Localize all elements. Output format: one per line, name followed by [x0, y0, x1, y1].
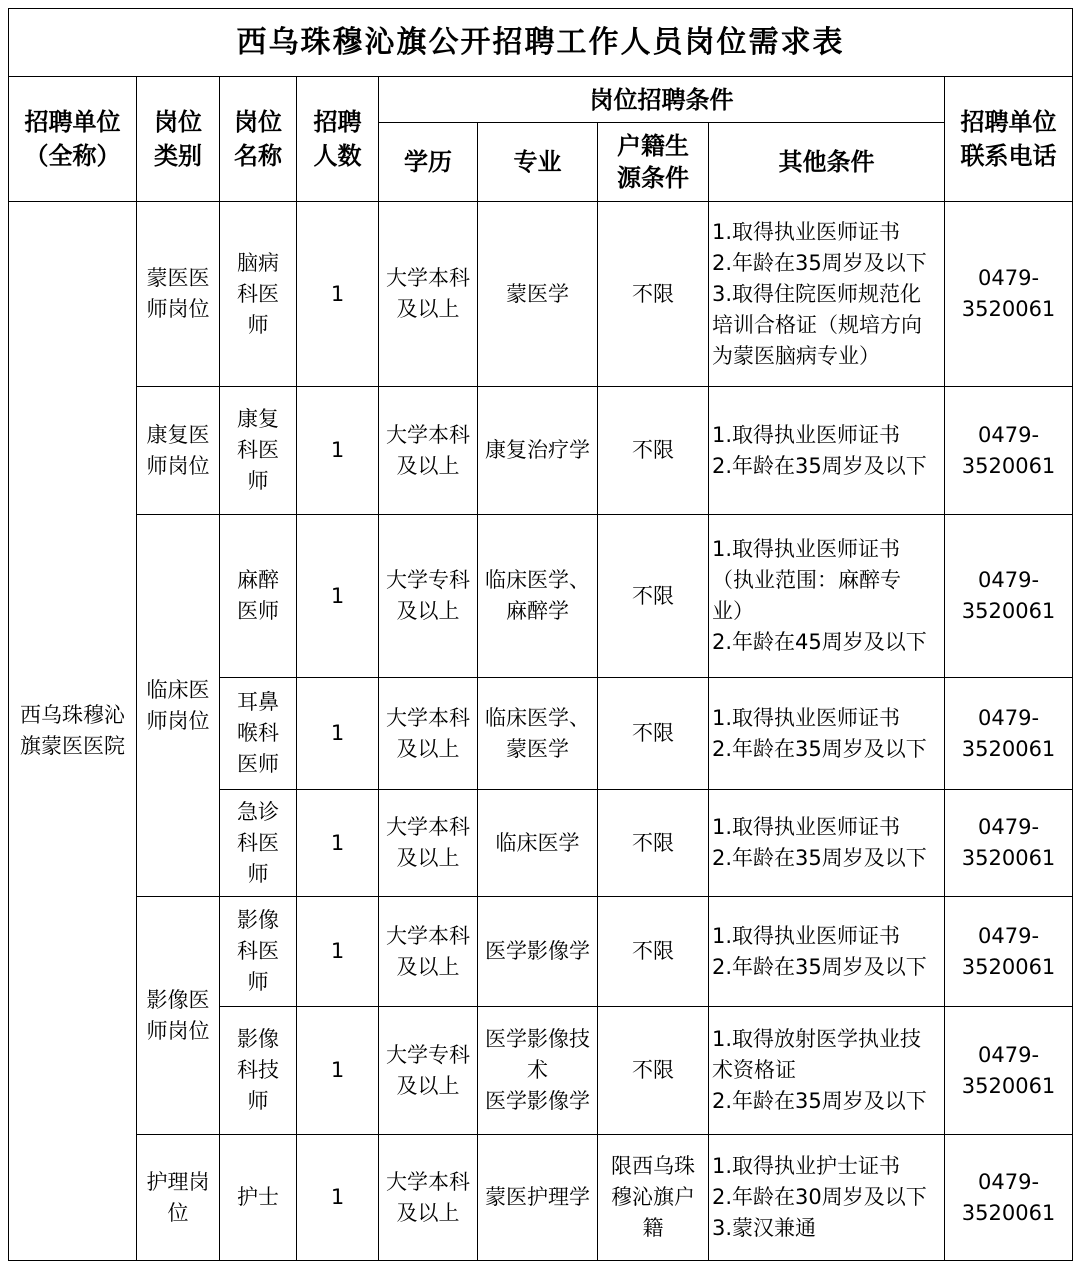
hukou-cell: 不限 [598, 790, 709, 897]
position-cell: 影像 科医 师 [220, 897, 297, 1007]
education-cell: 大学本科 及以上 [379, 897, 478, 1007]
category-cell: 蒙医医 师岗位 [137, 202, 220, 387]
other-conditions-cell: 1.取得执业医师证书 2.年龄在35周岁及以下 [709, 678, 945, 790]
other-conditions-cell: 1.取得执业护士证书 2.年龄在30周岁及以下 3.蒙汉兼通 [709, 1135, 945, 1261]
phone-cell: 0479- 3520061 [945, 202, 1073, 387]
count-cell: 1 [297, 515, 379, 678]
header-position: 岗位 名称 [220, 77, 297, 202]
education-cell: 大学本科 及以上 [379, 202, 478, 387]
header-category: 岗位 类别 [137, 77, 220, 202]
category-cell: 临床医 师岗位 [137, 515, 220, 897]
table-title: 西乌珠穆沁旗公开招聘工作人员岗位需求表 [9, 9, 1073, 77]
phone-cell: 0479- 3520061 [945, 678, 1073, 790]
other-conditions-cell: 1.取得执业医师证书 2.年龄在35周岁及以下 [709, 387, 945, 515]
education-cell: 大学专科 及以上 [379, 1007, 478, 1135]
count-cell: 1 [297, 790, 379, 897]
education-cell: 大学专科 及以上 [379, 515, 478, 678]
education-cell: 大学本科 及以上 [379, 678, 478, 790]
major-cell: 临床医学、 麻醉学 [478, 515, 598, 678]
category-cell: 护理岗 位 [137, 1135, 220, 1261]
position-cell: 急诊 科医 师 [220, 790, 297, 897]
education-cell: 大学本科 及以上 [379, 387, 478, 515]
count-cell: 1 [297, 1007, 379, 1135]
hukou-cell: 不限 [598, 1007, 709, 1135]
other-conditions-cell: 1.取得执业医师证书 2.年龄在35周岁及以下 [709, 897, 945, 1007]
position-cell: 护士 [220, 1135, 297, 1261]
hukou-cell: 不限 [598, 515, 709, 678]
position-cell: 麻醉 医师 [220, 515, 297, 678]
hukou-cell: 限西乌珠 穆沁旗户 籍 [598, 1135, 709, 1261]
phone-cell: 0479- 3520061 [945, 897, 1073, 1007]
header-unit: 招聘单位 （全称） [9, 77, 137, 202]
position-cell: 脑病 科医 师 [220, 202, 297, 387]
recruitment-table [8, 8, 1073, 1261]
hukou-cell: 不限 [598, 202, 709, 387]
header-count: 招聘 人数 [297, 77, 379, 202]
hukou-cell: 不限 [598, 897, 709, 1007]
other-conditions-cell: 1.取得执业医师证书 2.年龄在35周岁及以下 [709, 790, 945, 897]
phone-cell: 0479- 3520061 [945, 515, 1073, 678]
header-phone: 招聘单位 联系电话 [945, 77, 1073, 202]
major-cell: 医学影像技 术 医学影像学 [478, 1007, 598, 1135]
header-other: 其他条件 [709, 123, 945, 202]
phone-cell: 0479- 3520061 [945, 387, 1073, 515]
count-cell: 1 [297, 387, 379, 515]
major-cell: 康复治疗学 [478, 387, 598, 515]
count-cell: 1 [297, 1135, 379, 1261]
major-cell: 临床医学 [478, 790, 598, 897]
phone-cell: 0479- 3520061 [945, 1135, 1073, 1261]
major-cell: 蒙医学 [478, 202, 598, 387]
position-cell: 康复 科医 师 [220, 387, 297, 515]
education-cell: 大学本科 及以上 [379, 1135, 478, 1261]
category-cell: 影像医 师岗位 [137, 897, 220, 1135]
count-cell: 1 [297, 897, 379, 1007]
header-hukou: 户籍生 源条件 [598, 123, 709, 202]
position-cell: 影像 科技 师 [220, 1007, 297, 1135]
header-major: 专业 [478, 123, 598, 202]
phone-cell: 0479- 3520061 [945, 1007, 1073, 1135]
other-conditions-cell: 1.取得放射医学执业技 术资格证 2.年龄在35周岁及以下 [709, 1007, 945, 1135]
hukou-cell: 不限 [598, 678, 709, 790]
count-cell: 1 [297, 678, 379, 790]
hukou-cell: 不限 [598, 387, 709, 515]
unit-name-cell: 西乌珠穆沁 旗蒙医医院 [9, 202, 137, 1261]
phone-cell: 0479- 3520061 [945, 790, 1073, 897]
position-cell: 耳鼻 喉科 医师 [220, 678, 297, 790]
category-cell: 康复医 师岗位 [137, 387, 220, 515]
other-conditions-cell: 1.取得执业医师证书 2.年龄在35周岁及以下 3.取得住院医师规范化 培训合格证（规培方向 为蒙医脑病专业） [709, 202, 945, 387]
major-cell: 临床医学、 蒙医学 [478, 678, 598, 790]
count-cell: 1 [297, 202, 379, 387]
education-cell: 大学本科 及以上 [379, 790, 478, 897]
header-conditions: 岗位招聘条件 [379, 77, 945, 123]
other-conditions-cell: 1.取得执业医师证书 （执业范围：麻醉专 业） 2.年龄在45周岁及以下 [709, 515, 945, 678]
header-education: 学历 [379, 123, 478, 202]
major-cell: 蒙医护理学 [478, 1135, 598, 1261]
major-cell: 医学影像学 [478, 897, 598, 1007]
